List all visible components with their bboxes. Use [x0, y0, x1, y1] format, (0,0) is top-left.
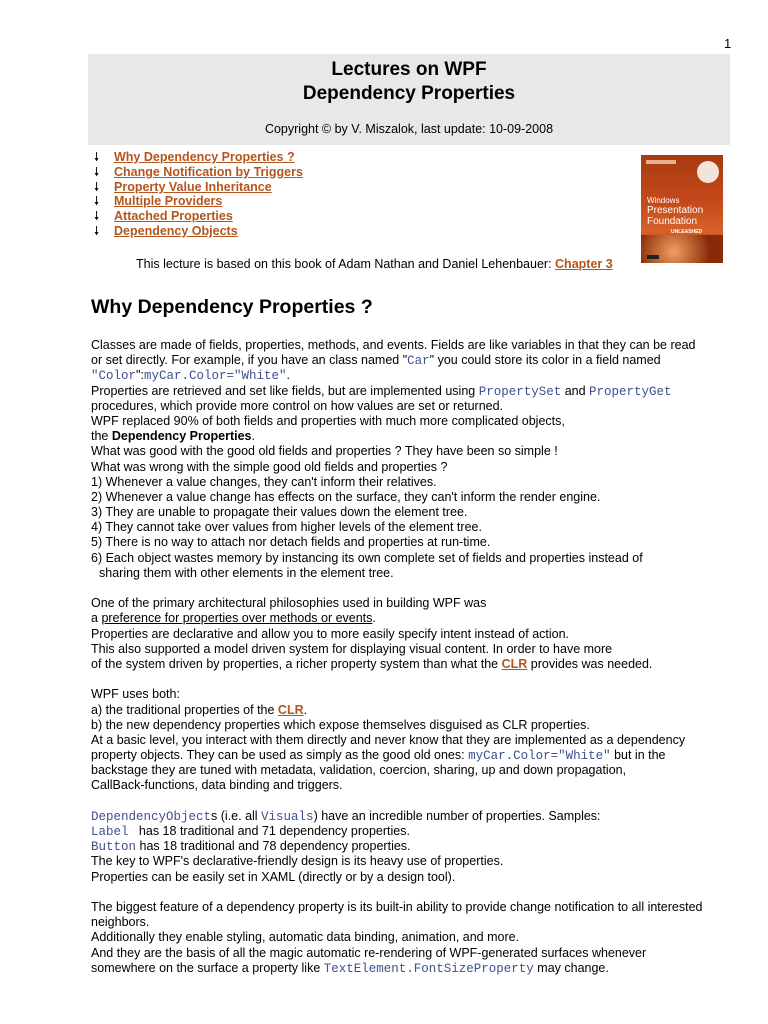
title-banner	[88, 54, 730, 145]
clr-link[interactable]: CLR	[277, 702, 304, 717]
arrow-down-icon: 🠗	[94, 179, 100, 194]
publisher-logo	[647, 255, 659, 259]
table-of-contents	[94, 150, 303, 239]
body-text	[91, 338, 741, 976]
text-line: a preference for properties over methods or events.	[91, 611, 376, 626]
text-line: somewhere on the surface a property like TextElement.FontSizeProperty may change.	[91, 960, 609, 976]
text-line: WPF uses both:	[91, 687, 180, 702]
text-line: What was wrong with the simple good old fields and properties ?	[91, 459, 448, 474]
toc-link-providers[interactable]: Multiple Providers	[114, 194, 223, 209]
text-line: the Dependency Properties.	[91, 429, 255, 444]
text-line: Properties can be easily set in XAML (directly or by a design tool).	[91, 869, 456, 884]
text-line: procedures, which provide more control on how values are set or returned.	[91, 398, 504, 413]
toc-link-why[interactable]: Why Dependency Properties ?	[114, 150, 295, 164]
arrow-down-icon: 🠗	[94, 223, 100, 238]
text-line: DependencyObjects (i.e. all Visuals) have an incredible number of properties. Samples:	[91, 808, 601, 824]
book-title-line: Presentation	[647, 205, 704, 216]
text-line: WPF replaced 90% of both fields and properties with much more complicated objects,	[91, 413, 565, 428]
text-line: "Color":myCar.Color="White".	[91, 368, 290, 384]
text-line: neighbors.	[91, 915, 150, 930]
arrow-down-icon: 🠗	[94, 150, 100, 164]
text-line: 4) They cannot take over values from higher levels of the element tree.	[91, 520, 482, 535]
arrow-down-icon: 🠗	[94, 194, 100, 209]
text-line: 2) Whenever a value change has effects on the surface, they can't inform the render engine.	[91, 489, 601, 504]
clr-link[interactable]: CLR	[501, 656, 528, 671]
book-title-line: UNLEASHED	[671, 229, 703, 235]
text-line: Button has 18 traditional and 78 dependency properties.	[91, 839, 411, 855]
text-line: Properties are declarative and allow you to more easily specify intent instead of action.	[91, 626, 570, 641]
page-title: Lectures on WPF	[331, 59, 487, 80]
based-on-line	[136, 257, 613, 271]
text-line: property objects. They can be used as simply as the good old ones: myCar.Color="White" but in the	[91, 748, 666, 764]
text-line: 1) Whenever a value changes, they can't inform their relatives.	[91, 474, 437, 489]
section-heading: Why Dependency Properties ?	[91, 296, 373, 318]
based-on-text: This lecture is based on this book of Adam Nathan and Daniel Lehenbauer:	[136, 257, 556, 271]
text-line: What was good with the good old fields and properties ? They have been so simple !	[91, 444, 558, 459]
text-line: CallBack-functions, data binding and triggers.	[91, 778, 343, 793]
text-line: or set directly. For example, if you have an class named "Car" you could store its color in a field named	[91, 353, 661, 369]
book-sticker	[697, 161, 719, 183]
text-line: Properties are retrieved and set like fields, but are implemented using PropertySet and PropertyGet	[91, 383, 672, 399]
text-line: At a basic level, you interact with them directly and never know that they are implemented as a dependency	[91, 732, 686, 747]
toc-item-providers[interactable]	[94, 194, 303, 209]
toc-item-inheritance[interactable]	[94, 180, 303, 195]
chapter-link[interactable]: Chapter 3	[555, 257, 613, 271]
text-line: 3) They are unable to propagate their values down the element tree.	[91, 505, 468, 520]
toc-item-why[interactable]	[94, 150, 303, 165]
toc-item-attached[interactable]	[94, 209, 303, 224]
book-cover-image[interactable]	[641, 155, 723, 263]
text-line: The biggest feature of a dependency property is its built-in ability to provide change notification to all interested	[91, 899, 703, 914]
copyright-line: Copyright © by V. Miszalok, last update: 10-09-2008	[264, 122, 554, 136]
page-subtitle: Dependency Properties	[302, 83, 516, 104]
text-line: sharing them with other elements in the element tree.	[99, 565, 394, 580]
text-line: a) the traditional properties of the CLR.	[91, 702, 308, 717]
toc-link-objects[interactable]: Dependency Objects	[114, 223, 238, 238]
text-line: Label has 18 traditional and 71 dependency properties.	[91, 824, 410, 839]
page-number: 1	[724, 36, 732, 51]
toc-item-triggers[interactable]	[94, 165, 303, 180]
text-line: One of the primary architectural philosophies used in building WPF was	[91, 596, 487, 611]
arrow-down-icon: 🠗	[94, 209, 100, 224]
text-line: backstage they are tuned with metadata, validation, coercion, sharing, up and down propagation,	[91, 763, 627, 778]
arrow-down-icon: 🠗	[94, 164, 100, 179]
toc-link-triggers[interactable]: Change Notification by Triggers	[114, 164, 303, 179]
book-author-strip	[646, 160, 676, 164]
text-line: The key to WPF's declarative-friendly design is its heavy use of properties.	[91, 854, 504, 869]
text-line: b) the new dependency properties which expose themselves disguised as CLR properties.	[91, 717, 590, 732]
text-line: This also supported a model driven system for displaying visual content. In order to have more	[91, 641, 613, 656]
book-title-line: Foundation	[647, 216, 698, 227]
text-line: of the system driven by properties, a richer property system than what the CLR provides was needed.	[91, 656, 653, 671]
book-title-line: Windows	[647, 196, 680, 205]
text-line: Additionally they enable styling, automatic data binding, animation, and more.	[91, 930, 520, 945]
toc-link-inheritance[interactable]: Property Value Inheritance	[114, 179, 272, 194]
text-line: 5) There is no way to attach nor detach fields and properties at run-time.	[91, 535, 491, 550]
text-line: Classes are made of fields, properties, methods, and events. Fields are like variables in that they can be read	[91, 338, 696, 352]
toc-item-objects[interactable]	[94, 224, 303, 239]
text-line: 6) Each object wastes memory by instancing its own complete set of fields and properties instead of	[91, 550, 643, 565]
text-line: And they are the basis of all the magic automatic re-rendering of WPF-generated surfaces whenever	[91, 945, 647, 960]
toc-link-attached[interactable]: Attached Properties	[114, 209, 233, 224]
